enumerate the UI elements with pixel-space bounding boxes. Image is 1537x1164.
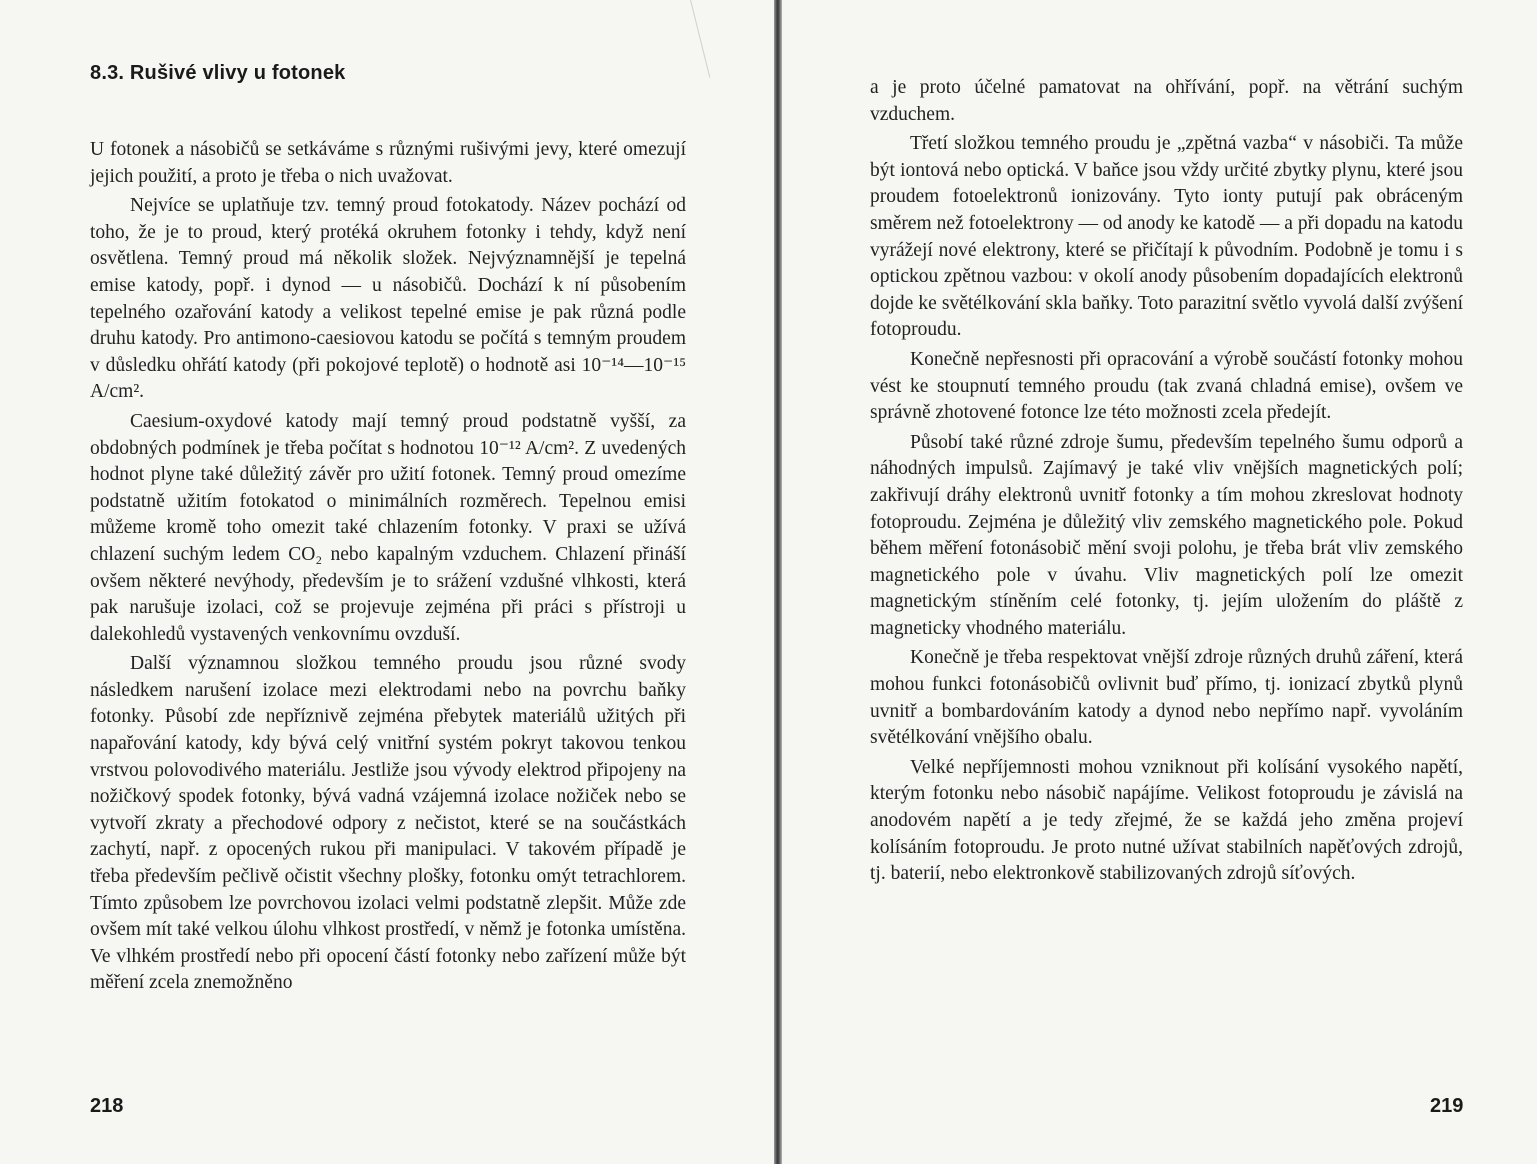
paragraph: Caesium-oxydové katody mají temný proud podstatně vyšší, za obdobných podmínek je třeba počítat s hodnotou 10⁻¹² A/cm². Z uvedených hodnot plyne také důležitý závěr pro užití fotonek. Temný proud omezíme podstatně užitím fotokatod o minimálních rozměrech. Tepelnou emisi můžeme kromě toho omezit také chlazením fotonky. V praxi se užívá chlazení suchým ledem CO₂ nebo kapalným vzduchem. Chlazení přináší ovšem některé nevýhody, především je to srážení vzdušné vlhkosti, která pak narušuje izolaci, což se projevuje zejména při práci s přístroji u dalekohledů vystavených venkovnímu ovzduší. (90, 410, 686, 645)
right-page-body (870, 75, 1463, 891)
section-heading: 8.3. Rušivé vlivy u fotonek (90, 62, 346, 84)
paragraph: a je proto účelné pamatovat na ohřívání, popř. na větrání suchým vzduchem. (870, 77, 1463, 125)
page-crease (690, 0, 710, 78)
paragraph: Velké nepříjemnosti mohou vzniknout při kolísání vysokého napětí, kterým fotonku nebo násobič napájíme. Velikost fotoproudu je závislá na anodovém napětí a je tedy zřejmé, že se každá jeho změna projeví kolísáním fotoproudu. Je proto nutné užívat stabilních napěťových zdrojů, tj. baterií, nebo elektronkově stabilizovaných zdrojů síťových. (870, 756, 1463, 885)
paragraph: Nejvíce se uplatňuje tzv. temný proud fotokatody. Název pochází od toho, že je to proud, který protéká okruhem fotonky i tehdy, když není osvětlena. Temný proud má několik složek. Nejvýznamnější je tepelná emise katody, popř. i dynod — u násobičů. Dochází k ní působením tepelného ozařování katody a velikost tepelné emise je pak různá podle druhu katody. Pro antimono-caesiovou katodu se počítá s temným proudem v důsledku ohřátí katody (při pokojové teplotě) o hodnotě asi 10⁻¹⁴—10⁻¹⁵ A/cm². (90, 195, 686, 403)
page-number: 219 (1430, 1095, 1464, 1117)
paragraph: U fotonek a násobičů se setkáváme s různými rušivými jevy, které omezují jejich použití, a proto je třeba o nich uvažovat. (90, 139, 686, 187)
page-number: 218 (90, 1095, 124, 1117)
paragraph: Třetí složkou temného proudu je „zpětná vazba“ v násobiči. Ta může být iontová nebo optická. V baňce jsou vždy určité zbytky plynu, které jsou proudem fotoelektronů ionizovány. Tyto ionty putují pak obráceným směrem než fotoelektrony — od anody ke katodě — a při dopadu na katodu vyrážejí nové elektrony, které se přičítají k původním. Podobně je tomu i s optickou zpětnou vazbou: v okolí anody působením dopadajících elektronů dojde ke světélkování skla baňky. Toto parazitní světlo vyvolá další zvýšení fotoproudu. (870, 133, 1463, 341)
paragraph: Konečně je třeba respektovat vnější zdroje různých druhů záření, která mohou funkci fotonásobičů ovlivnit buď přímo, tj. ionizací zbytků plynů uvnitř a bombardováním katody a dynod nebo nepřímo např. vyvoláním světélkování vnějšího obalu. (870, 647, 1463, 749)
left-page-body (90, 137, 686, 1000)
paragraph: Působí také různé zdroje šumu, především tepelného šumu odporů a náhodných impulsů. Zajímavý je také vliv vnějších magnetických polí; zakřivují dráhy elektronů uvnitř fotonky a tím mohou zkreslovat hodnoty fotoproudu. Zejména je důležitý vliv zemského magnetického pole. Pokud během měření fotonásobič mění svoji polohu, je třeba brát vliv zemského magnetického pole v úvahu. Vliv magnetických polí lze omezit magnetickým stíněním celé fotonky, tj. jejím uložením do pláště z magneticky vhodného materiálu. (870, 431, 1463, 639)
book-gutter (774, 0, 782, 1164)
paragraph: Konečně nepřesnosti při opracování a výrobě součástí fotonky mohou vést ke stoupnutí temného proudu (tak zvaná chladná emise), ovšem ve správně zhotovené fotonce lze této možnosti zcela předejít. (870, 348, 1463, 424)
paragraph: Další významnou složkou temného proudu jsou různé svody následkem narušení izolace mezi elektrodami nebo na povrchu baňky fotonky. Působí zde nepříznivě zejména přebytek materiálů užitých při napařování katody, kdy bývá celý vnitřní systém pokryt takovou tenkou vrstvou polovodivého materiálu. Jestliže jsou vývody elektrod připojeny na nožičkový spodek fotonky, bývá vadná vzájemná izolace nožiček nebo se vytvoří zkraty a přechodové odpory z nečistot, které se na součástkách zachytí, např. z opocených rukou při manipulaci. V takovém případě je třeba především pečlivě očistit všechny plošky, fotonku omýt tetrachlorem. Tímto způsobem lze povrchovou izolaci velmi podstatně zlepšit. Může zde ovšem mít také velkou úlohu vlhkost prostředí, v němž je fotonka umístěna. Ve vlhkém prostředí nebo při opocení částí fotonky nebo zařízení může být měření zcela znemožněno (90, 653, 686, 994)
